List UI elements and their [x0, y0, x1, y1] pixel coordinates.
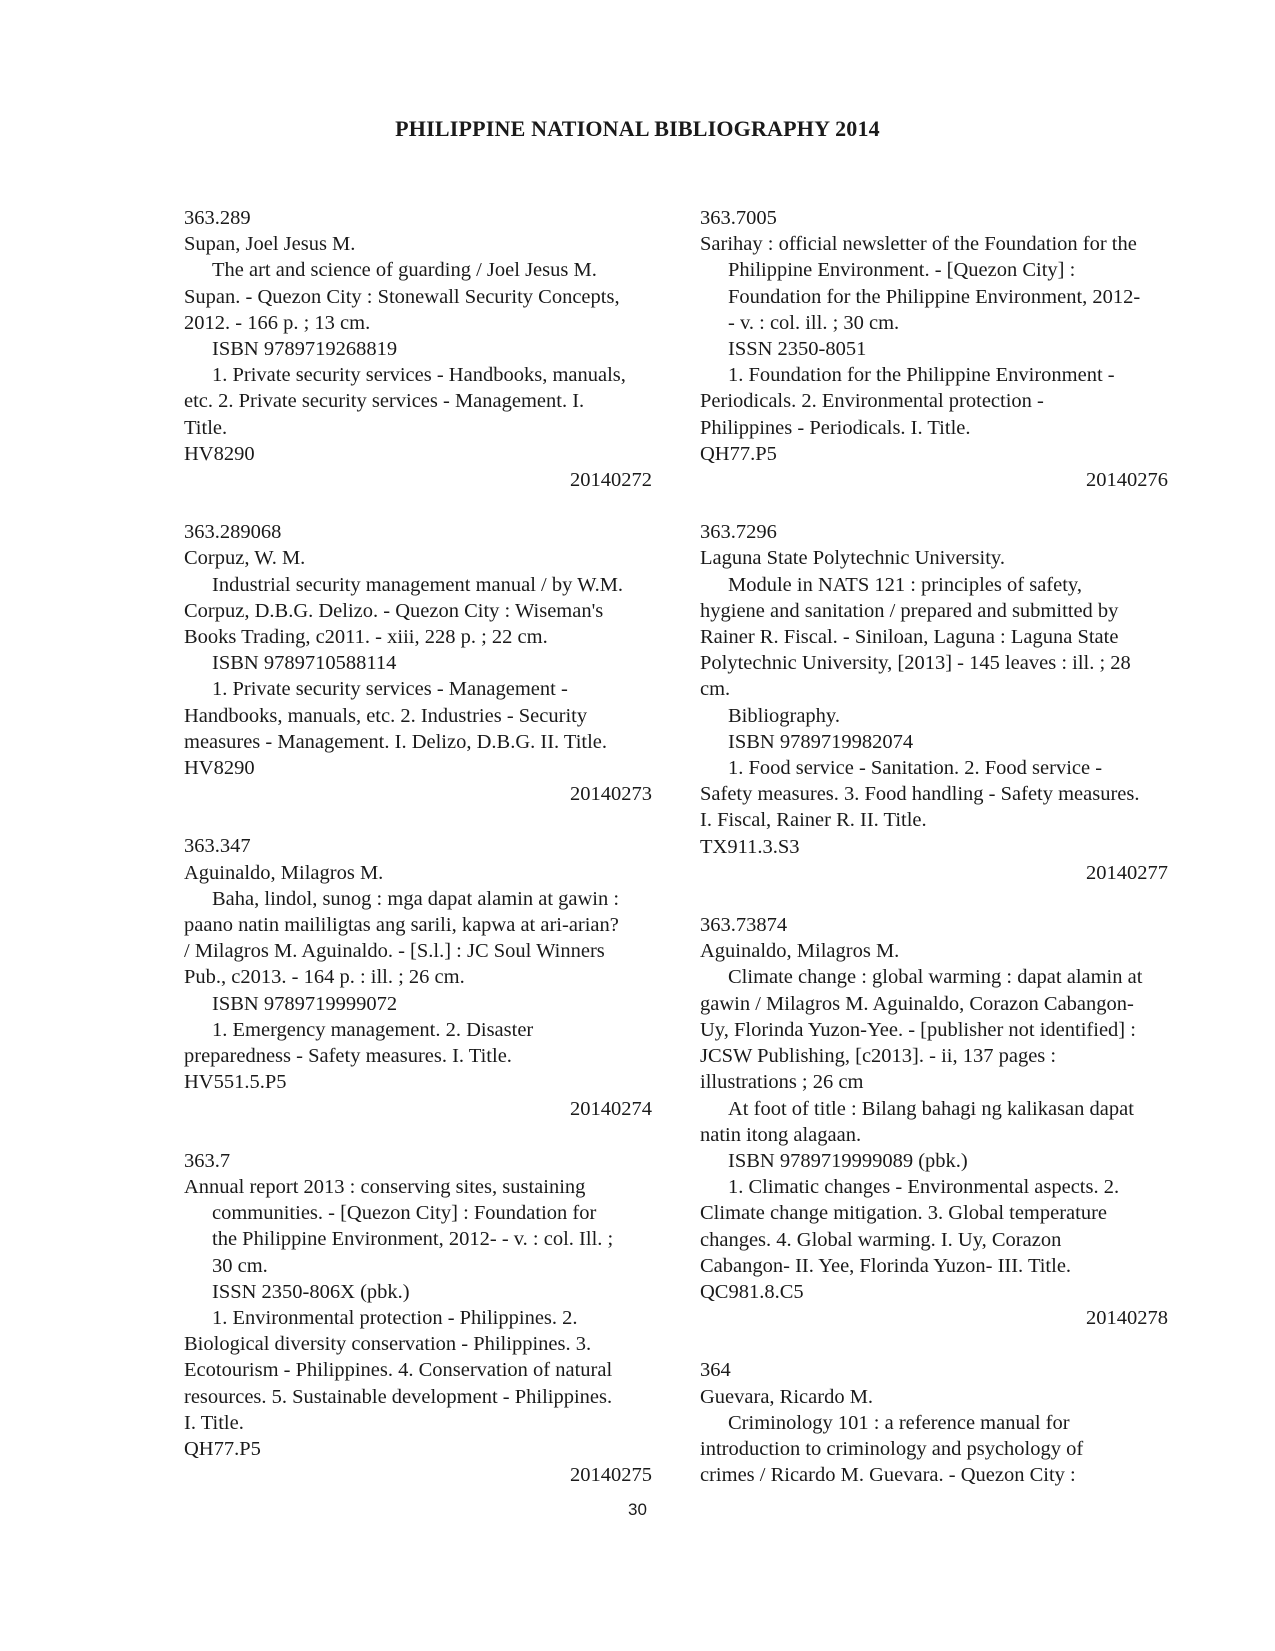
bib-entry: [184, 205, 654, 493]
subjects-line: 1. Food service - Sanitation. 2. Food service -: [728, 757, 1103, 780]
subjects-line: 1. Climatic changes - Environmental aspects. 2.: [728, 1176, 1120, 1199]
subjects-line: 1. Environmental protection - Philippines. 2.: [212, 1306, 578, 1329]
call-number: 363.7005: [700, 207, 777, 229]
subjects-line: 1. Private security services - Handbooks, manuals,: [212, 364, 626, 387]
description-line: Books Trading, c2011. - xiii, 228 p. ; 22 cm.: [184, 626, 548, 649]
description-line: communities. - [Quezon City] : Foundation for: [212, 1202, 597, 1225]
isbn-line: ISBN 9789719268819: [212, 338, 398, 361]
subjects-line: changes. 4. Global warming. I. Uy, Corazon: [700, 1228, 1062, 1251]
description-line: Supan. - Quezon City : Stonewall Security Concepts,: [184, 285, 620, 308]
subjects-line: 1. Foundation for the Philippine Environment -: [728, 364, 1115, 387]
description-line: Uy, Florinda Yuzon-Yee. - [publisher not identified] :: [700, 1018, 1136, 1041]
description-line: / Milagros M. Aguinaldo. - [S.l.] : JC Soul Winners: [184, 940, 605, 963]
isbn-line: ISBN 9789710588114: [212, 652, 397, 675]
main-entry: Laguna State Polytechnic University.: [700, 547, 1005, 570]
isbn-line: ISBN 9789719982074: [728, 730, 914, 753]
issn-line: ISSN 2350-806X (pbk.): [212, 1280, 410, 1303]
lc-classification: QH77.P5: [184, 1437, 261, 1460]
title-line: Baha, lindol, sunog : mga dapat alamin at gawin :: [212, 887, 620, 910]
call-number: 363.289: [184, 207, 251, 229]
title-line: The art and science of guarding / Joel Jesus M.: [212, 259, 597, 282]
page-title: PHILIPPINE NATIONAL BIBLIOGRAPHY 2014: [395, 116, 880, 141]
isbn-line: ISBN 9789719999072: [212, 992, 398, 1015]
description-line: Rainer R. Fiscal. - Siniloan, Laguna : Laguna State: [700, 626, 1119, 649]
accession-number: 20140275: [570, 1464, 652, 1487]
subjects-line: I. Title.: [184, 1411, 244, 1434]
subjects-line: Philippines - Periodicals. I. Title.: [700, 416, 971, 439]
right-column: [700, 205, 1170, 1514]
call-number: 363.73874: [700, 914, 788, 937]
description-line: gawin / Milagros M. Aguinaldo, Corazon Cabangon-: [700, 992, 1134, 1015]
description-line: Philippine Environment. - [Quezon City] :: [728, 259, 1076, 282]
subjects-line: 1. Private security services - Management -: [212, 678, 568, 701]
main-entry: Corpuz, W. M.: [184, 547, 306, 570]
description-line: Foundation for the Philippine Environment, 2012-: [728, 285, 1141, 308]
description-line: illustrations ; 26 cm: [700, 1071, 864, 1094]
description-line: 30 cm.: [212, 1254, 268, 1277]
accession-number: 20140277: [1086, 861, 1168, 884]
subjects-line: 1. Emergency management. 2. Disaster: [212, 1018, 534, 1041]
main-entry: Guevara, Ricardo M.: [700, 1385, 874, 1408]
lc-classification: TX911.3.S3: [700, 835, 800, 858]
subjects-line: Handbooks, manuals, etc. 2. Industries - Security: [184, 704, 588, 727]
description-line: introduction to criminology and psychology of: [700, 1437, 1084, 1460]
description-line: JCSW Publishing, [c2013]. - ii, 137 pages :: [700, 1045, 1057, 1068]
subjects-line: Climate change mitigation. 3. Global temperature: [700, 1202, 1108, 1225]
description-line: Corpuz, D.B.G. Delizo. - Quezon City : Wiseman's: [184, 599, 604, 622]
lc-classification: QH77.P5: [700, 442, 777, 465]
description-line: Polytechnic University, [2013] - 145 leaves : ill. ; 28: [700, 652, 1131, 675]
note-line: Bibliography.: [728, 704, 840, 727]
subjects-line: Biological diversity conservation - Philippines. 3.: [184, 1333, 592, 1356]
issn-line: ISSN 2350-8051: [728, 338, 867, 361]
note-line: natin itong alagaan.: [700, 1123, 862, 1146]
call-number: 363.7296: [700, 521, 777, 544]
subjects-line: Ecotourism - Philippines. 4. Conservation of natural: [184, 1359, 613, 1382]
title-line: Module in NATS 121 : principles of safety,: [728, 573, 1082, 596]
title-line: Industrial security management manual / by W.M.: [212, 573, 624, 596]
bib-entry: [184, 519, 654, 807]
accession-number: 20140274: [570, 1097, 652, 1120]
note-line: At foot of title : Bilang bahagi ng kalikasan dapat: [728, 1097, 1134, 1120]
bib-entry: [700, 1357, 1170, 1488]
lc-classification: QC981.8.C5: [700, 1280, 804, 1303]
description-line: 2012. - 166 p. ; 13 cm.: [184, 311, 371, 334]
call-number: 364: [700, 1359, 731, 1382]
title-line: Annual report 2013 : conserving sites, sustaining: [184, 1175, 586, 1198]
subjects-line: Title.: [184, 416, 228, 439]
bib-entry: [700, 912, 1170, 1331]
accession-number: 20140278: [1086, 1307, 1168, 1330]
description-line: cm.: [700, 678, 731, 701]
bib-entry: [184, 1148, 654, 1489]
title-line: Climate change : global warming : dapat alamin at: [728, 966, 1143, 989]
lc-classification: HV551.5.P5: [184, 1071, 287, 1094]
call-number: 363.7: [184, 1149, 231, 1172]
description-line: hygiene and sanitation / prepared and submitted by: [700, 599, 1119, 622]
lc-classification: HV8290: [184, 442, 255, 465]
title-line: Sarihay : official newsletter of the Foundation for the: [700, 233, 1137, 256]
accession-number: 20140276: [1086, 469, 1168, 492]
subjects-line: Periodicals. 2. Environmental protection -: [700, 390, 1044, 413]
call-number: 363.289068: [184, 521, 282, 544]
page-number: 30: [628, 1500, 647, 1519]
lc-classification: HV8290: [184, 757, 255, 780]
call-number: 363.347: [184, 835, 251, 858]
subjects-line: Cabangon- II. Yee, Florinda Yuzon- III. Title.: [700, 1254, 1072, 1277]
subjects-line: resources. 5. Sustainable development - Philippines.: [184, 1385, 613, 1408]
description-line: the Philippine Environment, 2012- - v. : col. Ill. ;: [212, 1228, 614, 1251]
main-entry: Aguinaldo, Milagros M.: [184, 861, 384, 884]
isbn-line: ISBN 9789719999089 (pbk.): [728, 1149, 968, 1172]
bib-entry: [700, 205, 1170, 493]
bib-entry: [184, 833, 654, 1121]
accession-number: 20140272: [570, 469, 652, 492]
description-line: crimes / Ricardo M. Guevara. - Quezon City :: [700, 1464, 1076, 1487]
accession-number: 20140273: [570, 783, 652, 806]
left-column: [184, 205, 654, 1514]
subjects-line: Safety measures. 3. Food handling - Safety measures.: [700, 783, 1140, 806]
subjects-line: measures - Management. I. Delizo, D.B.G. II. Title.: [184, 730, 608, 753]
description-line: paano natin maililigtas ang sarili, kapwa at ari-arian?: [184, 914, 619, 937]
description-line: - v. : col. ill. ; 30 cm.: [728, 311, 900, 334]
title-line: Criminology 101 : a reference manual for: [728, 1411, 1070, 1434]
subjects-line: etc. 2. Private security services - Management. I.: [184, 390, 585, 413]
subjects-line: I. Fiscal, Rainer R. II. Title.: [700, 809, 927, 832]
description-line: Pub., c2013. - 164 p. : ill. ; 26 cm.: [184, 966, 465, 989]
bib-entry: [700, 519, 1170, 886]
subjects-line: preparedness - Safety measures. I. Title.: [184, 1045, 512, 1068]
main-entry: Aguinaldo, Milagros M.: [700, 940, 900, 963]
main-entry: Supan, Joel Jesus M.: [184, 233, 356, 256]
